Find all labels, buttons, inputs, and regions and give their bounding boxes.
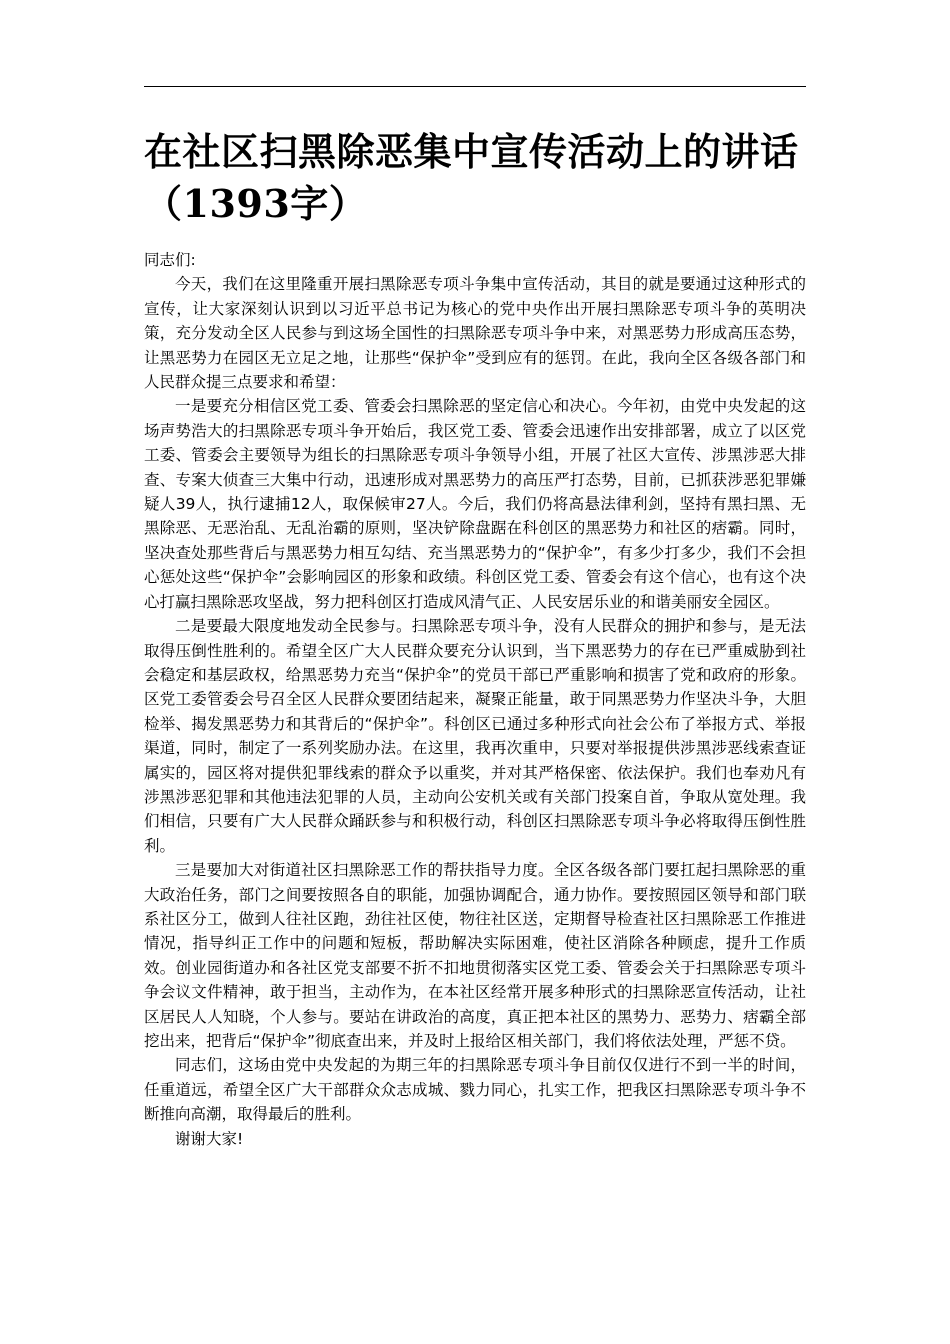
paragraph-point-two: 二是要最大限度地发动全民参与。扫黑除恶专项斗争，没有人民群众的拥护和参与，是无法取得压倒性胜利的。希望全区广大人民群众要充分认识到，当下黑恶势力的存在已严重威胁到社会稳定和基层政权，给黑恶势力充当“保护伞”的党员干部已严重影响和损害了党和政府的形象。区党工委管委会号召全区人民群众要团结起来，凝聚正能量，敢于同黑恶势力作坚决斗争，大胆检举、揭发黑恶势力和其背后的“保护伞”。科创区已通过多种形式向社会公布了举报方式、举报渠道，同时，制定了一系列奖励办法。在这里，我再次重申，只要对举报提供涉黑涉恶线索查证属实的，园区将对提供犯罪线索的群众予以重奖，并对其严格保密、依法保护。我们也奉劝凡有涉黑涉恶犯罪和其他违法犯罪的人员，主动向公安机关或有关部门投案自首，争取从宽处理。我们相信，只要有广大人民群众踊跃参与和积极行动，科创区扫黑除恶专项斗争必将取得压倒性胜利。 [144, 617, 806, 855]
paragraph-point-one: 一是要充分相信区党工委、管委会扫黑除恶的坚定信心和决心。今年初，由党中央发起的这场声势浩大的扫黑除恶专项斗争开始后，我区党工委、管委会迅速作出安排部署，成立了以区党工委、管委会主要领导为组长的扫黑除恶专项斗争领导小组，开展了社区大宣传、涉黑涉恶大排查、专案大侦查三大集中行动，迅速形成对黑恶势力的高压严打态势，目前，已抓获涉恶犯罪嫌疑人39人，执行逮捕12人，取保候审27人。今后，我们仍将高悬法律利剑，坚持有黑扫黑、无黑除恶、无恶治乱、无乱治霸的原则，坚决铲除盘踞在科创区的黑恶势力和社区的痞霸。同时，坚决查处那些背后与黑恶势力相互勾结、充当黑恶势力的“保护伞”，有多少打多少，我们不会担心惩处这些“保护伞”会影响园区的形象和政绩。科创区党工委、管委会有这个信心，也有这个决心打赢扫黑除恶攻坚战，努力把科创区打造成风清气正、人民安居乐业的和谐美丽安全园区。 [144, 397, 806, 611]
header-rule [144, 86, 806, 87]
paragraph-intro: 今天，我们在这里隆重开展扫黑除恶专项斗争集中宣传活动，其目的就是要通过这种形式的宣传，让大家深刻认识到以习近平总书记为核心的党中央作出开展扫黑除恶专项斗争的英明决策，充分发动全区人民参与到这场全国性的扫黑除恶专项斗争中来，对黑恶势力形成高压态势，让黑恶势力在园区无立足之地，让那些“保护伞”受到应有的惩罚。在此，我向全区各级各部门和人民群众提三点要求和希望： [144, 275, 806, 392]
document-body [144, 248, 806, 1151]
document-title: 在社区扫黑除恶集中宣传活动上的讲话（1393字） [144, 129, 799, 226]
paragraph-point-three: 三是要加大对街道社区扫黑除恶工作的帮扶指导力度。全区各级各部门要扛起扫黑除恶的重大政治任务，部门之间要按照各自的职能，加强协调配合，通力协作。要按照园区领导和部门联系社区分工，做到人往社区跑，劲往社区使，物往社区送，定期督导检查社区扫黑除恶工作推进情况，指导纠正工作中的问题和短板，帮助解决实际困难，使社区消除各种顾虑，提升工作质效。创业园街道办和各社区党支部要不折不扣地贯彻落实区党工委、管委会关于扫黑除恶专项斗争会议文件精神，敢于担当，主动作为，在本社区经常开展多种形式的扫黑除恶宣传活动，让社区居民人人知晓，个人参与。要站在讲政治的高度，真正把本社区的黑势力、恶势力、痞霸全部挖出来，把背后“保护伞”彻底查出来，并及时上报给区相关部门，我们将依法处理，严惩不贷。 [144, 861, 806, 1050]
paragraph-thanks: 谢谢大家! [175, 1129, 244, 1148]
salutation: 同志们: [144, 251, 196, 269]
paragraph-closing: 同志们，这场由党中央发起的为期三年的扫黑除恶专项斗争目前仅仅进行不到一半的时间，任重道远，希望全区广大干部群众众志成城、戮力同心，扎实工作，把我区扫黑除恶专项斗争不断推向高潮，取得最后的胜利。 [144, 1056, 806, 1124]
